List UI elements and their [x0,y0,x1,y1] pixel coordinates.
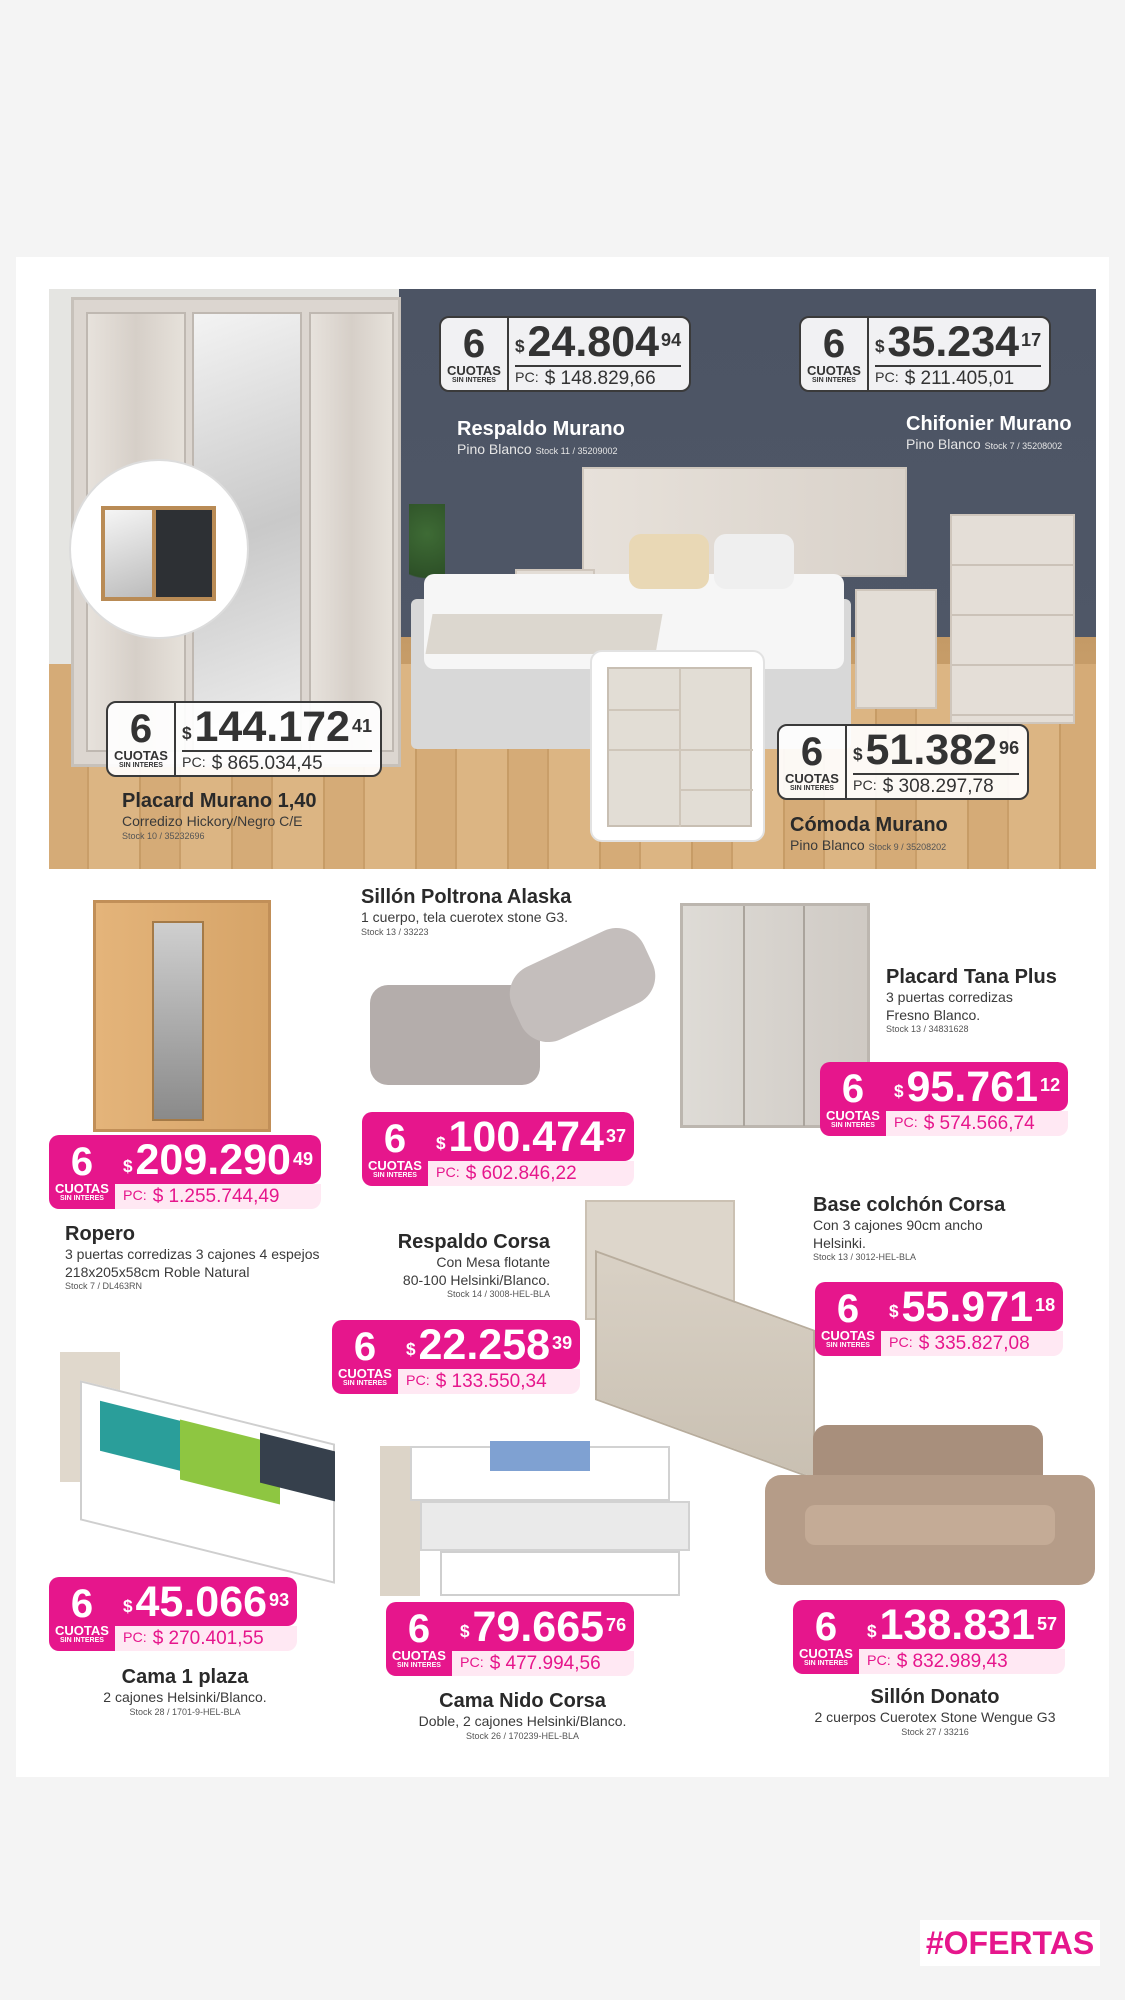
total-price: PC: $ 148.829,66 [514,368,656,389]
product-stock: Stock 10 / 35232696 [122,830,205,841]
cuotas-badge: 6 CUOTAS SIN INTERES [49,1577,115,1651]
product-stock: Stock 7 / DL463RN [65,1281,143,1291]
installment-amount: $ 51.382 96 [852,726,1020,774]
cuotas-badge: 6 CUOTAS SIN INTERES [386,1602,452,1676]
installment-amount: $ 24.804 94 [514,318,682,366]
product-stock: Stock 28 / 1701-9-HEL-BLA [129,1706,241,1717]
product-stock: Stock 11 / 35209002 [535,446,618,456]
cuotas-badge [441,318,509,390]
inset-mirror-door [101,506,156,601]
product-desc: 2 cuerpos Cuerotex Stone Wengue G3 [814,1709,1056,1725]
info-base-corsa [813,1194,1005,1264]
pillow [629,534,709,589]
info-placard-murano [122,790,317,842]
price-chifonier-murano [799,316,1051,392]
cuotas-badge: 6 CUOTAS SIN INTERES [108,703,176,775]
product-desc: Pino Blanco [906,436,981,452]
product-desc: Pino Blanco [457,441,532,457]
product-name: Cómoda Murano [790,814,948,836]
info-comoda-murano [790,814,948,855]
product-desc: Pino Blanco [790,837,865,853]
cuotas-sub: SIN INTERES [451,377,496,384]
total-price: PC: $ 574.566,74 [886,1111,1068,1136]
total-price: PC: $ 211.405,01 [874,368,1015,389]
cuotas-badge: 6 CUOTAS SIN INTERES [820,1062,886,1136]
installment-amount: $ 100.474 37 [428,1112,634,1161]
product-name: Cama 1 plaza [121,1666,249,1688]
product-stock: Stock 26 / 170239-HEL-BLA [465,1730,580,1741]
cuotas-badge: 6 CUOTAS SIN INTERES [332,1320,398,1394]
total-price: PC: $ 1.255.744,49 [115,1184,321,1209]
product-desc: Corredizo Hickory/Negro C/E [122,813,303,829]
cuotas-badge: 6 CUOTAS SIN INTERES [49,1135,115,1209]
price-ropero [49,1135,321,1209]
comoda-murano-image [590,650,765,842]
wardrobe-door [309,312,394,752]
product-name: Respaldo Murano [457,418,625,440]
info-chifonier-murano [906,413,1072,454]
price-sillon-donato [793,1600,1065,1674]
product-desc: Doble, 2 cajones Helsinki/Blanco. [418,1713,627,1729]
installment-amount: $ 209.290 49 [115,1135,321,1184]
base-corsa-image [585,1200,835,1455]
product-name: Respaldo Corsa [397,1231,550,1253]
cuotas-badge: 6 CUOTAS SIN INTERES [815,1282,881,1356]
inset-black-door [156,506,216,601]
placard-inset-image [69,459,249,639]
installment-amount: $ 35.234 17 [874,318,1042,366]
product-name: Chifonier Murano [906,413,1072,435]
price-respaldo-murano [439,316,691,392]
total-price: PC: $ 865.034,45 [181,753,323,774]
cuotas-badge: 6 CUOTAS SIN INTERES [801,318,869,390]
price-placard-murano [106,701,382,777]
info-respaldo-corsa [380,1231,550,1301]
product-desc: 3 puertas corredizas 3 cajones 4 espejos 218x205x58cm Roble Natural [65,1246,320,1280]
product-desc: 2 cajones Helsinki/Blanco. [103,1689,267,1705]
price-cama-1-plaza [49,1577,297,1651]
product-desc: Con Mesa flotante 80-100 Helsinki/Blanco. [402,1254,550,1288]
chifonier-murano-image [950,514,1075,724]
product-name: Placard Tana Plus [886,966,1057,988]
price-cama-nido [386,1602,634,1676]
product-stock: Stock 13 / 3012-HEL-BLA [813,1252,917,1262]
info-ropero [65,1223,319,1293]
info-sillon-donato [800,1686,1070,1738]
product-name: Sillón Poltrona Alaska [361,886,572,908]
cama-nido-image [380,1426,690,1606]
product-name: Cama Nido Corsa [439,1690,606,1712]
pillow [714,534,794,589]
cuotas-badge: 6 CUOTAS SIN INTERES [362,1112,428,1186]
info-placard-tana [886,966,1057,1036]
total-price: PC: $ 602.846,22 [428,1161,634,1186]
total-price: PC: $ 832.989,43 [859,1649,1065,1674]
product-desc: Con 3 cajones 90cm ancho Helsinki. [813,1217,983,1251]
total-price: PC: $ 477.994,56 [452,1651,634,1676]
sillon-donato-image [765,1425,1095,1595]
price-comoda-murano [777,724,1029,800]
info-respaldo-murano [457,418,625,459]
product-name: Sillón Donato [870,1686,1000,1708]
product-stock: Stock 9 / 35208202 [868,842,947,852]
nightstand-right [855,589,937,709]
info-cama-1-plaza [60,1666,310,1718]
installment-amount: $ 45.066 93 [115,1577,297,1626]
product-stock: Stock 7 / 35208002 [984,441,1063,451]
product-desc: 1 cuerpo, tela cuerotex stone G3. [361,909,569,925]
installment-amount: $ 22.258 39 [398,1320,580,1369]
price-poltrona-alaska [362,1112,634,1186]
ropero-image [93,900,271,1132]
product-stock: Stock 27 / 33216 [901,1726,969,1737]
price-base-corsa [815,1282,1063,1356]
price-respaldo-corsa [332,1320,580,1394]
product-stock: Stock 14 / 3008-HEL-BLA [446,1289,550,1299]
product-stock: Stock 13 / 34831628 [886,1024,969,1034]
poltrona-alaska-image [360,945,655,1105]
installment-amount: $ 95.761 12 [886,1062,1068,1111]
cama-1-plaza-image [60,1352,345,1572]
installment-amount: $ 144.172 41 [181,703,373,751]
installment-amount: $ 79.665 76 [452,1602,634,1651]
installment-amount: $ 55.971 18 [881,1282,1063,1331]
cuotas-badge: 6 CUOTAS SIN INTERES [779,726,847,798]
info-cama-nido [380,1690,665,1742]
info-poltrona-alaska [361,886,571,938]
total-price: PC: $ 270.401,55 [115,1626,297,1651]
product-name: Placard Murano 1,40 [122,790,317,812]
product-name: Base colchón Corsa [813,1194,1006,1216]
product-name: Ropero [65,1223,135,1245]
cuotas-badge: 6 CUOTAS SIN INTERES [793,1600,859,1674]
product-stock: Stock 13 / 33223 [361,926,429,937]
price-placard-tana [820,1062,1068,1136]
hashtag-ofertas: #OFERTAS [920,1920,1100,1966]
total-price: PC: $ 133.550,34 [398,1369,580,1394]
total-price: PC: $ 335.827,08 [881,1331,1063,1356]
installment-amount: $ 138.831 57 [859,1600,1065,1649]
cuotas-label: CUOTAS [447,363,501,378]
product-desc: 3 puertas corredizas Fresno Blanco. [886,989,1013,1023]
bed-blanket [425,614,662,654]
total-price: PC: $ 308.297,78 [852,776,994,797]
cuotas-number: 6 [462,322,486,366]
